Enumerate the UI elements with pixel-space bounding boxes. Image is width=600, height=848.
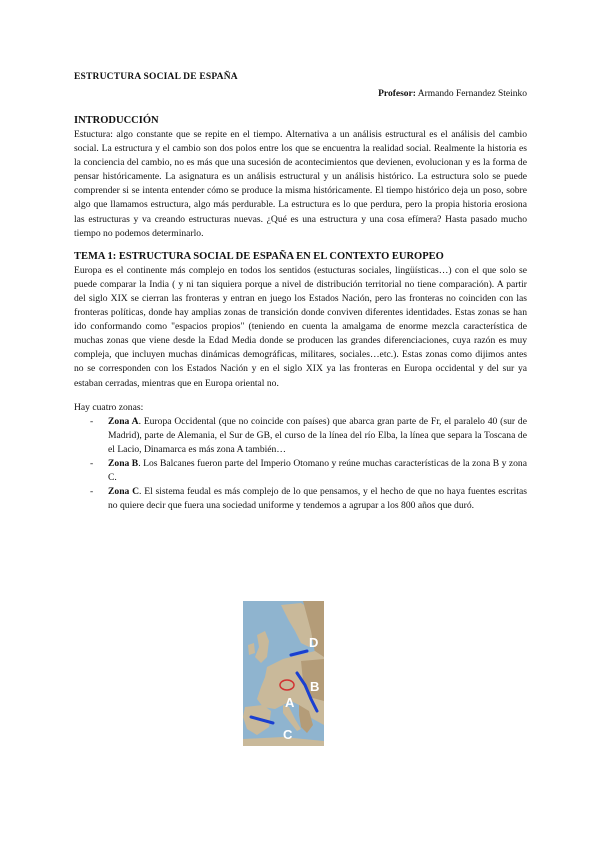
- europe-map-figure: [243, 601, 324, 746]
- zone-text: . Los Balcanes fueron parte del Imperio Otomano y reúne muchas características de la zona B y zona C.: [108, 457, 527, 484]
- zone-label: Zona A: [108, 415, 139, 427]
- professor-name: Armando Fernandez Steinko: [417, 89, 527, 99]
- professor-label: Profesor:: [378, 89, 416, 99]
- list-dash: -: [90, 457, 94, 469]
- intro-paragraph: Estuctura: algo constante que se repite en el tiempo. Alternativa a un análisis estructural es el análisis del cambio social. La estructura y el cambio son dos polos entre los que se encuentra la realidad social. Realmente la historia es la conciencia del cambio, no es más que una sucesión de acontecimientos que devienen, evolucionan y es la forma de pensar históricamente. La asignatura es un análisis estructural y un análisis histórico. La estructura solo se puede comprender si se intenta entender cómo se produce la misma históricamente. El tiempo histórico deja un poso, sobre algo que llamamos estructura, algo más perdurable. La estructura es lo que perdura, pero la propia historia erosiona las estructuras y va creando estructuras nuevas. ¿Qué es una estructura y una cosa efímera? Hasta pasado mucho tiempo no podemos determinarlo.: [74, 129, 527, 239]
- europe-zones-map: [243, 601, 324, 746]
- list-item: [74, 457, 527, 485]
- zone-text: . Europa Occidental (que no coincide con países) que abarca gran parte de Fr, el paralelo 40 (sur de Madrid), parte de Alemania, el Sur de GB, el curso de la línea del río Elba, la línea que separa la Toscana de el Lacio, Dinamarca es más zona A también…: [108, 415, 527, 455]
- map-label-a: A: [285, 695, 295, 710]
- list-item: [74, 485, 527, 513]
- document-title: ESTRUCTURA SOCIAL DE ESPAÑA: [74, 72, 238, 82]
- list-item: [74, 415, 527, 457]
- map-label-b: B: [310, 679, 320, 694]
- intro-heading: INTRODUCCIÓN: [74, 115, 159, 126]
- map-label-c: C: [283, 727, 293, 742]
- tema1-paragraph: Europa es el continente más complejo en todos los sentidos (estucturas sociales, lingüísticas…) con el que solo se puede comparar la India ( y ni tan siquiera porque a nivel de distribución territorial no tiene comparación). A partir del siglo XIX se cierran las fronteras y entran en juego los Estados Nación, pero las fronteras no coinciden con las fronteras políticas, donde hay amplias zonas de transición donde conviven diferentes identidades. Estas zonas se han ido conformando como "espacios propios" (teniendo en cuenta la amalgama de enorme mezcla característica de muchas zonas que viene desde la Edad Media donde se producen las grandes diferenciaciones, cuya razón es muy compleja, que incluyen muchas dinámicas demográficas, militares, sociales…etc.). Estas zonas como dijimos antes no se corresponden con los Estados Nación y en el siglo XIX ya las fronteras en Europa occidental y del sur ya estaban cerradas, mientras que en Europa oriental no.: [74, 264, 527, 389]
- list-dash: -: [90, 486, 94, 498]
- tema1-heading: TEMA 1: ESTRUCTURA SOCIAL DE ESPAÑA EN EL CONTEXTO EUROPEO: [74, 250, 444, 262]
- zone-text: . El sistema feudal es más complejo de lo que pensamos, y el hecho de que no haya fuentes escritas no quiere decir que fuera una sociedad uniforme y tendemos a agrupar a los 800 años que duró.: [108, 486, 528, 512]
- professor-line: [74, 89, 527, 102]
- map-land-ireland: [248, 643, 255, 655]
- map-label-d: D: [309, 635, 319, 650]
- zone-label: Zona B: [108, 457, 139, 469]
- zones-list: [74, 415, 527, 514]
- zone-label: Zona C: [108, 486, 140, 498]
- list-dash: -: [90, 415, 94, 427]
- zones-intro: Hay cuatro zonas:: [74, 401, 144, 413]
